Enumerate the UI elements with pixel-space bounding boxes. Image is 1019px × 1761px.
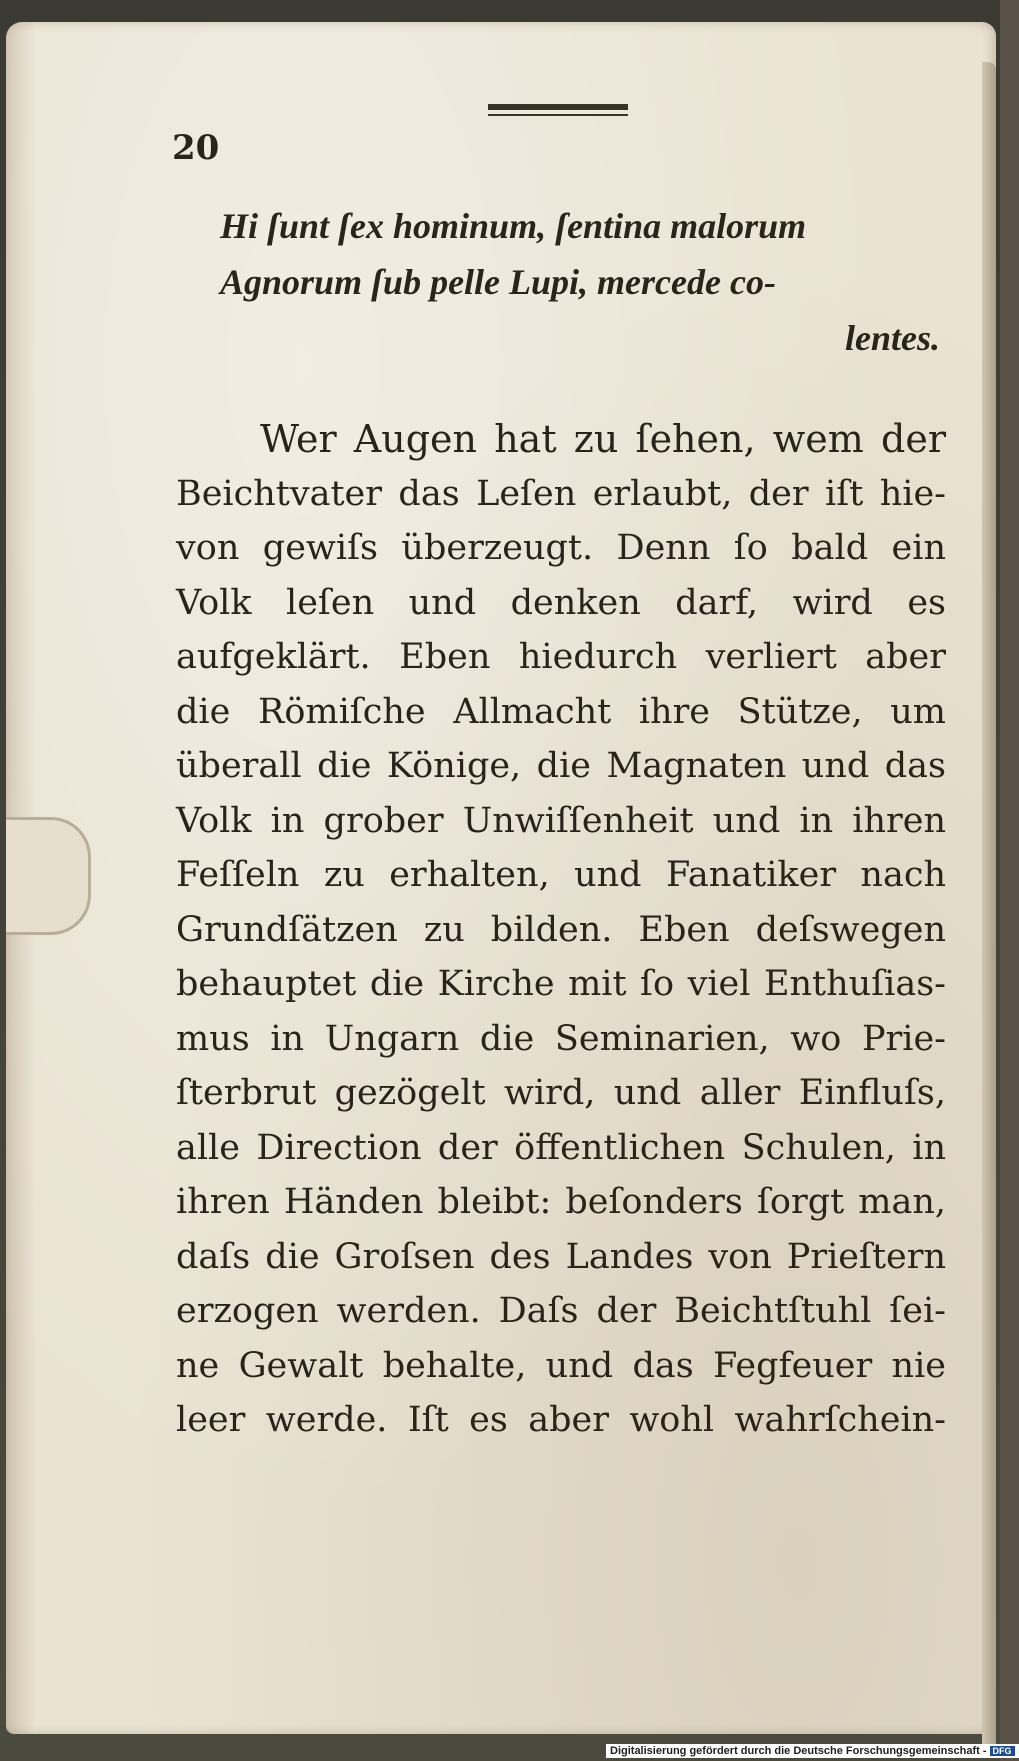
text-line: alle Direction der öffentlichen Schulen, in [176, 1127, 946, 1168]
text-line: Beichtvater das Leſen erlaubt, der iſt hie- [176, 473, 946, 514]
text-line: Volk leſen und denken darf, wird es [176, 582, 946, 623]
dfg-logo: DFG [990, 1746, 1015, 1756]
ornament-bar-thin [488, 114, 628, 116]
page-edge [982, 62, 996, 1752]
text-line: überall die Könige, die Magnaten und das [176, 746, 946, 786]
text-line: ihren Händen bleibt: beſonders ſorgt man, [176, 1182, 946, 1222]
motto-line: Agnorum ſub pelle Lupi, mercede co- [220, 262, 776, 302]
page-number: 20 [172, 128, 220, 168]
text-line: Wer Augen hat zu ſehen, wem der [260, 417, 946, 461]
text-line: aufgeklärt. Eben hiedurch verliert aber [176, 637, 946, 677]
text-line: Volk in grober Unwiſſenheit und in ihren [176, 800, 946, 841]
text-line: Grundſätzen zu bilden. Eben deſswegen [176, 909, 946, 950]
text-line: behauptet die Kirche mit ſo viel Enthuſias- [176, 964, 946, 1004]
text-line: die Römiſche Allmacht ihre Stütze, um [176, 691, 946, 732]
latin-motto [220, 198, 940, 366]
text-line: leer werde. Iſt es aber wohl wahrſchein- [176, 1400, 946, 1440]
text-line: von gewiſs überzeugt. Denn ſo bald ein [176, 528, 946, 568]
text-line: daſs die Groſsen des Landes von Prieſtern [176, 1236, 946, 1277]
text-line: ne Gewalt behalte, und das Fegfeuer nie [176, 1345, 946, 1386]
body-paragraph [176, 412, 946, 1448]
header-ornament [488, 104, 628, 116]
credit-text: Digitalisierung gefördert durch die Deutsche Forschungsgemeinschaft - [610, 1745, 987, 1757]
motto-line: Hi ſunt ſex hominum, ſentina malorum [220, 206, 807, 246]
text-line: Feſſeln zu erhalten, und Fanatiker nach [176, 855, 946, 895]
text-line: erzogen werden. Daſs der Beichtſtuhl ſei- [176, 1291, 946, 1331]
text-line: ſterbrut gezögelt wird, und aller Einfluſs, [176, 1073, 946, 1113]
digitization-credit [606, 1744, 1019, 1758]
page-tab-mark [6, 817, 91, 935]
text-line: mus in Ungarn die Seminarien, wo Prie- [176, 1018, 946, 1059]
ornament-bar-thick [488, 104, 628, 110]
motto-line: lentes. [845, 318, 940, 358]
